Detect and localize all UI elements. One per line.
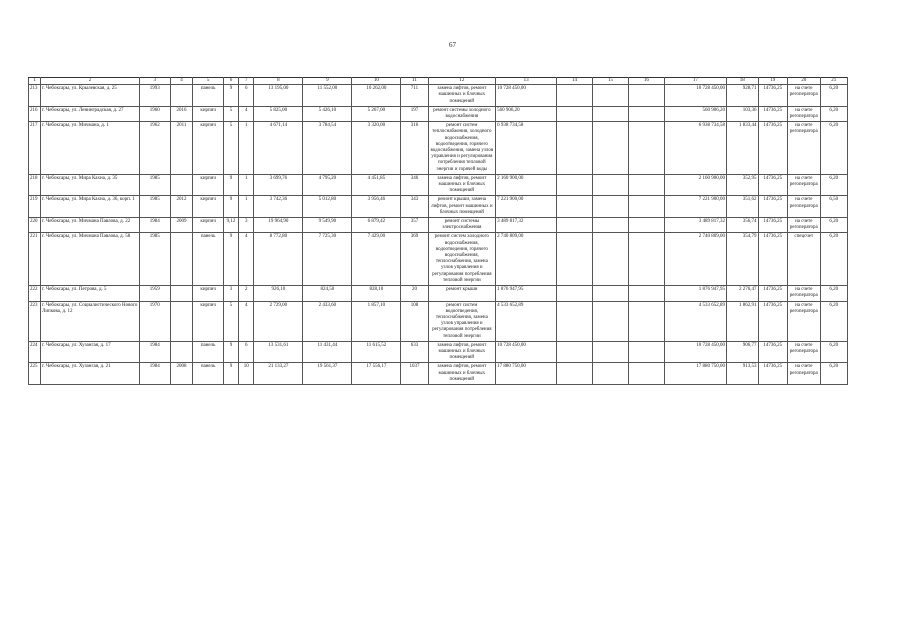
table-cell: 9,12 [223,218,238,233]
table-cell: 10 [239,363,254,385]
table-cell: 711 [401,85,428,107]
table-cell [628,341,664,363]
table-cell: г. Чебоксары, ул. Ленинградская, д. 27 [40,106,139,121]
table-cell: 19 561,37 [303,363,352,385]
table-cell: 5 012,80 [303,196,352,218]
table-cell: на счете регоператора [787,286,820,301]
table-cell: 10 728 450,00 [496,341,557,363]
table-cell: 5 825,00 [254,106,303,121]
table-cell: 6,20 [820,233,847,286]
table-cell: спецсчет [787,233,820,286]
table-cell: 1960 [140,106,170,121]
table-cell [170,174,193,196]
column-header: 16 [628,78,664,85]
column-header: 12 [428,78,496,85]
table-cell: 5 [223,301,238,341]
table-cell [557,363,593,385]
table-cell: 633 [401,341,428,363]
table-cell: г. Чебоксары, ул. Мичмана, д. 1 [40,122,139,175]
table-cell [557,174,593,196]
table-cell: 1 862,91 [726,301,758,341]
table-cell: 6 879,42 [352,218,401,233]
table-cell: 4 533 652,89 [664,301,726,341]
table-cell: 5 [223,122,238,175]
table-cell [628,174,664,196]
table-cell: г. Чебоксары, ул. Мира Кахна, д. 36, корп. 1 [40,196,139,218]
table-cell: кирпич [193,196,223,218]
table-cell: 14736,25 [758,233,787,286]
table-cell: на счете регоператора [787,122,820,175]
table-cell: 2 160 900,00 [664,174,726,196]
table-cell [628,363,664,385]
table-cell: 10 262,00 [352,85,401,107]
table-cell: 1970 [140,301,170,341]
column-header: 10 [352,78,401,85]
table-cell: 3 742,36 [254,196,303,218]
table-cell: 14736,25 [758,286,787,301]
table-cell [557,122,593,175]
table-cell [628,286,664,301]
table-cell [557,301,593,341]
column-header: 13 [496,78,557,85]
table-cell: 17 556,17 [352,363,401,385]
table-cell: 6,20 [820,106,847,121]
table-cell: г. Чебоксары, ул. Хузангая, д. 21 [40,363,139,385]
table-cell: 10 728 450,00 [664,341,726,363]
table-cell: 11 615,52 [352,341,401,363]
table-cell: 5 426,10 [303,106,352,121]
table-cell [593,286,629,301]
table-cell: г. Чебоксары, ул. Мира Кахна, д. 35 [40,174,139,196]
table-cell: 4 [239,106,254,121]
table-cell: 9 [223,233,238,286]
table-cell: 824,50 [303,286,352,301]
table-cell: замена лифтов, ремонт машинных и блочных помещений [428,85,496,107]
table-cell: г. Чебоксары, ул. Петрова, д. 5 [40,286,139,301]
table-cell [628,106,664,121]
column-header: 6 [223,78,238,85]
table-cell: на счете регоператора [787,85,820,107]
table-cell: 6,20 [820,286,847,301]
table-cell: 2011 [170,122,193,175]
table-cell: ремонт систем водоотведения, теплоснабжения, замена узлов управления и регулирования потребления тепловой энергии [428,301,496,341]
table-cell: 2 433,60 [303,301,352,341]
table-cell: 928,71 [726,85,758,107]
table-cell: на счете регоператора [787,301,820,341]
table-cell: кирпич [193,174,223,196]
table-cell: на счете регоператора [787,106,820,121]
table-cell: 14736,25 [758,106,787,121]
table-cell: 560 906,20 [664,106,726,121]
column-header: 2 [40,78,139,85]
table-cell: 4 451,85 [352,174,401,196]
table-cell: 14736,25 [758,301,787,341]
table-cell: 103,36 [726,106,758,121]
table-cell: 14736,25 [758,122,787,175]
table-cell: ремонт крыши, замена лифтов, ремонт машинных и блочных помещений [428,196,496,218]
table-cell: 356,74 [726,218,758,233]
table-cell: 1 [239,122,254,175]
capital-repair-table [28,77,848,385]
table-cell: 7 221 900,00 [664,196,726,218]
table-cell: 9 [223,174,238,196]
table-cell: 7 429,00 [352,233,401,286]
table-cell: 354,79 [726,233,758,286]
table-cell: панель [193,233,223,286]
table-cell: 1984 [140,363,170,385]
column-header: 19 [758,78,787,85]
table-cell: 6 [239,341,254,363]
table-cell: 6,20 [820,301,847,341]
table-cell [593,122,629,175]
table-cell: 1 876 947,95 [664,286,726,301]
table-cell: замена лифтов, ремонт машинных и блочных помещений [428,341,496,363]
table-cell: 343 [401,196,428,218]
table-body [29,85,848,385]
table-cell: 225 [29,363,41,385]
table-cell: на счете регоператора [787,196,820,218]
table-cell [593,301,629,341]
table-cell: 3 [223,286,238,301]
table-cell: ремонт системы электроснабжения [428,218,496,233]
table-cell: 2009 [170,218,193,233]
column-header: 9 [303,78,352,85]
table-cell: 220 [29,218,41,233]
table-cell [593,174,629,196]
column-header: 17 [664,78,726,85]
table-cell: 1985 [140,174,170,196]
table-cell [628,122,664,175]
table-cell: 197 [401,106,428,121]
table-cell [170,233,193,286]
table-row [29,196,848,218]
table-cell: г. Чебоксары, ул. Мичмана Павлова, д. 22 [40,218,139,233]
table-cell: ремонт крыши [428,286,496,301]
table-cell [557,341,593,363]
table-cell [593,196,629,218]
table-cell: 352,95 [726,174,758,196]
table-cell: 9 [223,85,238,107]
table-cell: 3 699,76 [254,174,303,196]
column-header: 1 [29,78,41,85]
column-header: 18 [726,78,758,85]
table-cell: 221 [29,233,41,286]
table-cell: 913,53 [726,363,758,385]
table-row [29,218,848,233]
table-cell: 346 [401,174,428,196]
table-cell [170,301,193,341]
table-cell [593,106,629,121]
table-row [29,301,848,341]
table-cell: г. Чебоксары, ул. Хузангая, д. 17 [40,341,139,363]
table-cell: 14736,25 [758,85,787,107]
table-cell: кирпич [193,218,223,233]
table-cell: 2 [239,286,254,301]
table-cell [557,196,593,218]
table-cell [628,85,664,107]
table-row [29,106,848,121]
table-cell: 4 [239,301,254,341]
table-cell: 219 [29,196,41,218]
table-cell: 2 740 809,00 [496,233,557,286]
table-cell: г. Чебоксары, ул. Социалистического Нового Липкова, д. 12 [40,301,139,341]
table-cell: панель [193,85,223,107]
table-cell: ремонт систем теплоснабжения, холодного водоснабжения, водоотведения, горячего водоснабжения, замена узлов управления и регулирования потребления тепловой энергии и горячей воды [428,122,496,175]
table-cell: 560 906,20 [496,106,557,121]
table-cell: 6,20 [820,341,847,363]
table-row [29,363,848,385]
table-cell: на счете регоператора [787,174,820,196]
table-cell: 3 [239,218,254,233]
table-cell: 2016 [170,106,193,121]
table-cell: 6 938 734,58 [496,122,557,175]
table-cell [593,85,629,107]
table-cell: 223 [29,301,41,341]
table-cell: 20 [401,286,428,301]
table-cell: 222 [29,286,41,301]
table-cell: кирпич [193,301,223,341]
table-cell: 2 160 900,00 [496,174,557,196]
table-cell: 4 795,20 [303,174,352,196]
table-cell: 2012 [170,196,193,218]
table-cell: 3 784,54 [303,122,352,175]
table-cell [628,196,664,218]
table-cell [557,85,593,107]
table-cell [170,341,193,363]
table-cell: 6,20 [820,122,847,175]
table-row [29,122,848,175]
table-cell: 926,10 [254,286,303,301]
table-cell [170,85,193,107]
table-cell: 6 938 734,58 [664,122,726,175]
table-cell: 6,20 [820,174,847,196]
table-cell: 2008 [170,363,193,385]
table-cell: 17 880 750,00 [664,363,726,385]
table-cell: 218 [29,174,41,196]
column-header: 4 [170,78,193,85]
column-header: 3 [140,78,170,85]
table-cell: 1959 [140,286,170,301]
column-header: 7 [239,78,254,85]
table-cell: 9 549,90 [303,218,352,233]
table-cell: 14736,25 [758,196,787,218]
table-cell: 17 880 750,00 [496,363,557,385]
table-cell: 13 195,00 [254,85,303,107]
table-cell: 1 [239,196,254,218]
table-cell: 1037 [401,363,428,385]
table-cell: 11 431,44 [303,341,352,363]
table-cell: 1984 [140,218,170,233]
column-header: 21 [820,78,847,85]
table-cell: 6,20 [820,218,847,233]
table-cell: 9 [223,363,238,385]
column-header: 8 [254,78,303,85]
table-cell: 9 [223,196,238,218]
table-cell: 4 [239,233,254,286]
table-cell: 7 725,30 [303,233,352,286]
table-cell: 1 876 947,95 [496,286,557,301]
table-cell: 1 [239,174,254,196]
table-cell: 1 857,10 [352,301,401,341]
table-cell: 108 [401,301,428,341]
table-cell [593,341,629,363]
column-header: 11 [401,78,428,85]
table-cell: кирпич [193,106,223,121]
table-cell: 19 964,90 [254,218,303,233]
table-cell: 10 728 450,00 [664,85,726,107]
table-cell: 2 276,47 [726,286,758,301]
table-row [29,286,848,301]
table-cell: кирпич [193,286,223,301]
table-cell: 1984 [140,341,170,363]
table-cell: г. Чебоксары, ул. Мичмана Павлова, д. 58 [40,233,139,286]
table-cell: 6,20 [820,85,847,107]
table-cell: на счете регоператора [787,218,820,233]
table-cell [557,106,593,121]
table-row [29,85,848,107]
table-cell: 7 221 900,00 [496,196,557,218]
table-cell: 14736,25 [758,218,787,233]
table-cell: 217 [29,122,41,175]
table-cell: ремонт системы холодного водоснабжения [428,106,496,121]
table-cell: 357 [401,218,428,233]
table-cell: 6,20 [820,363,847,385]
table-cell: 13 531,61 [254,341,303,363]
table-cell [557,286,593,301]
table-cell: 1 833,44 [726,122,758,175]
table-cell: 1993 [140,85,170,107]
table-cell: 9 [223,341,238,363]
table-cell: 1985 [140,196,170,218]
table-cell: кирпич [193,122,223,175]
table-cell: 14736,25 [758,363,787,385]
header-row [29,78,848,85]
table-cell: 213 [29,85,41,107]
column-header: 15 [593,78,629,85]
table-cell: 10 728 450,00 [496,85,557,107]
table-cell: 8 772,80 [254,233,303,286]
table-cell: 14736,25 [758,341,787,363]
table-row [29,174,848,196]
table-cell: 216 [29,106,41,121]
table-cell: 3 956,46 [352,196,401,218]
table-cell: 6 [239,85,254,107]
table-cell: панель [193,341,223,363]
table-cell: 1962 [140,122,170,175]
table-cell [593,233,629,286]
table-cell: 11 552,00 [303,85,352,107]
table-cell: 828,10 [352,286,401,301]
table-cell: 2 729,00 [254,301,303,341]
table-cell [628,301,664,341]
table-cell [170,286,193,301]
table-cell: г. Чебоксары, ул. Крылевская, д. 25 [40,85,139,107]
table-cell: 3 489 817,32 [664,218,726,233]
column-header: 14 [557,78,593,85]
table-cell: 351,62 [726,196,758,218]
table-cell: 21 133,27 [254,363,303,385]
table-cell: 316 [401,122,428,175]
table-cell: 224 [29,341,41,363]
table-cell: замена лифтов, ремонт машинных и блочных помещений [428,363,496,385]
table-cell [628,233,664,286]
table-cell: 5 267,00 [352,106,401,121]
table-cell: на счете регоператора [787,341,820,363]
table-cell: 14736,25 [758,174,787,196]
table-cell: 3 320,00 [352,122,401,175]
table-cell: замена лифтов, ремонт машинных и блочных помещений [428,174,496,196]
table-cell: 5 [223,106,238,121]
table-row [29,341,848,363]
column-header: 5 [193,78,223,85]
table-row [29,233,848,286]
table-cell [593,218,629,233]
table-cell: панель [193,363,223,385]
table-cell: 369 [401,233,428,286]
table-cell: 1985 [140,233,170,286]
column-header: 20 [787,78,820,85]
page-number: 67 [449,41,456,49]
table-cell: 906,77 [726,341,758,363]
table-cell [593,363,629,385]
table-cell [557,218,593,233]
table-cell [557,233,593,286]
table-cell: 3 489 817,32 [496,218,557,233]
table-cell: 4 533 652,89 [496,301,557,341]
table-cell: на счете регоператора [787,363,820,385]
table-cell: 6,50 [820,196,847,218]
table-cell: 2 740 809,00 [664,233,726,286]
table-cell [628,218,664,233]
table-cell: 4 671,14 [254,122,303,175]
table-cell: ремонт систем холодного водоснабжения, водоотведения, горячего водоснабжения, теплоснабжения, замена узлов управления и регулирования потребления тепловой энергии [428,233,496,286]
